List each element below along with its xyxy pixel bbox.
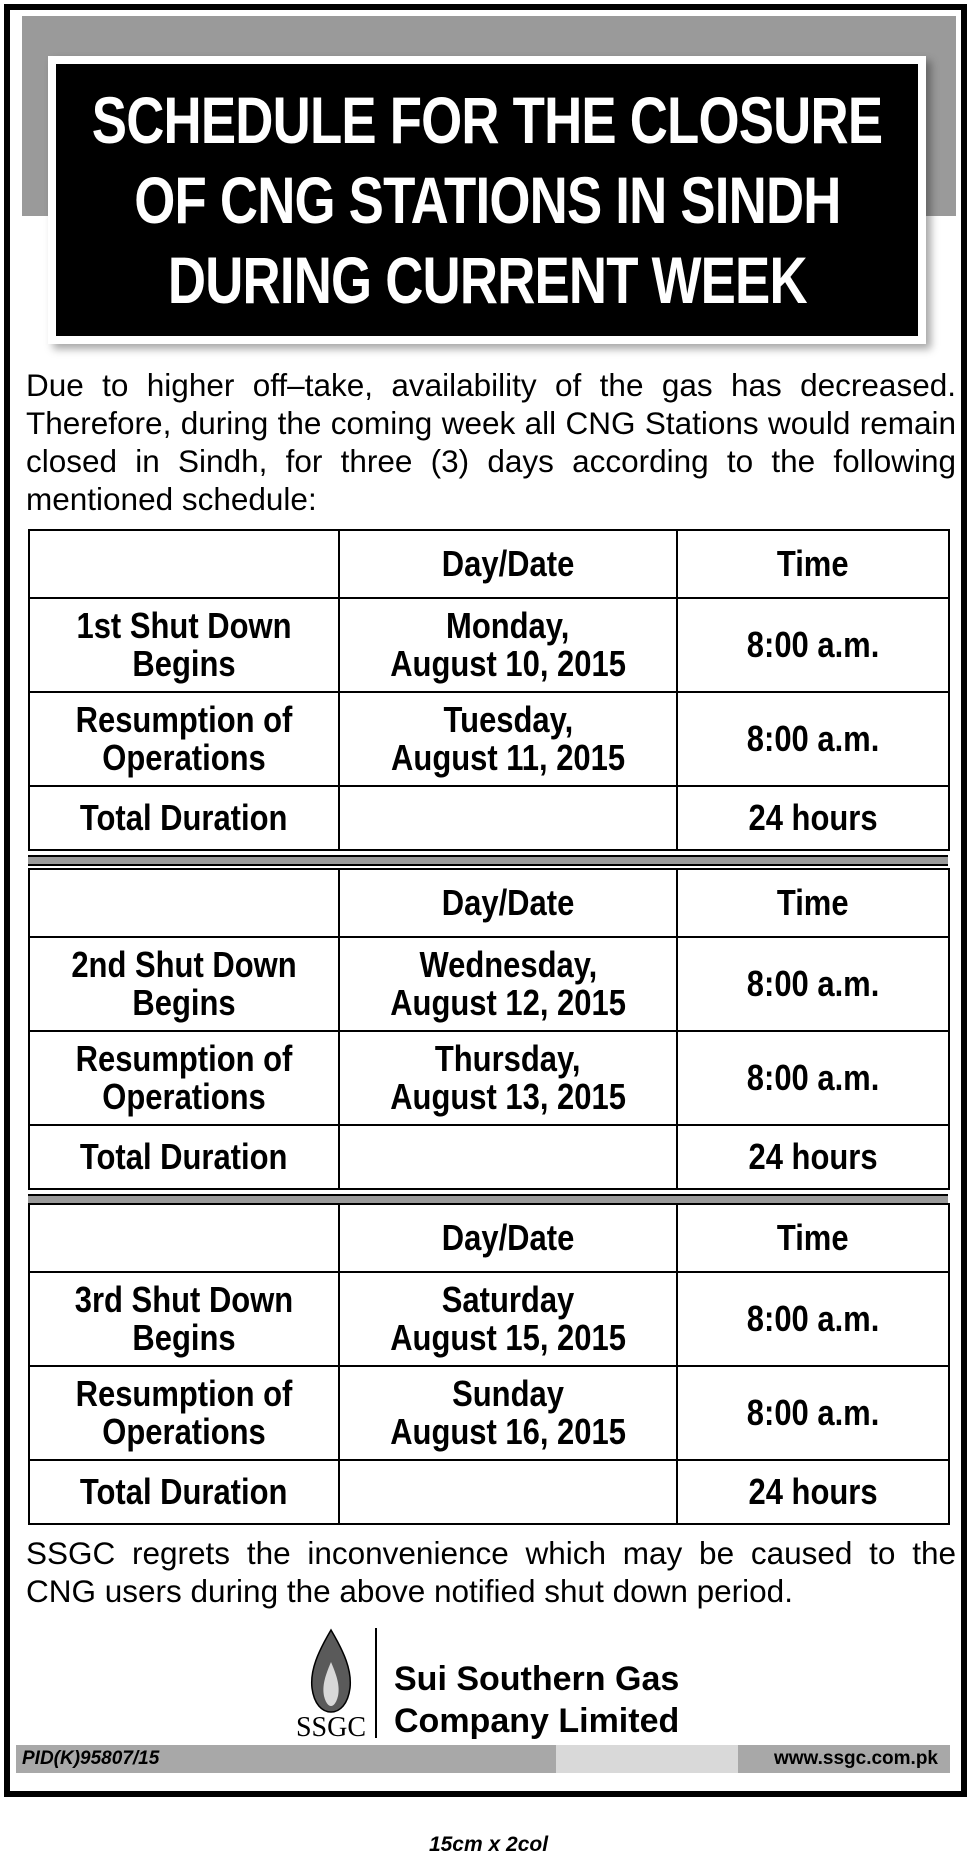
row-label: 2nd Shut Down Begins <box>29 937 339 1031</box>
total-label: Total Duration <box>29 1460 339 1524</box>
total-duration: 24 hours <box>677 786 949 850</box>
row-label: 1st Shut Down Begins <box>29 598 339 692</box>
logo-wordmark: SSGC <box>295 1712 367 1743</box>
row-date: Saturday August 15, 2015 <box>339 1272 677 1366</box>
header-day-date: Day/Date <box>339 869 677 937</box>
row-label: Resumption of Operations <box>29 692 339 786</box>
footer-website: www.ssgc.com.pk <box>738 1745 950 1773</box>
header-time: Time <box>677 869 949 937</box>
title-line-1: SCHEDULE FOR THE CLOSURE <box>91 83 883 157</box>
row-date: Sunday August 16, 2015 <box>339 1366 677 1460</box>
header-blank-cell <box>29 1204 339 1272</box>
row-date: Thursday, August 13, 2015 <box>339 1031 677 1125</box>
table-row <box>29 937 949 1031</box>
header-blank-cell <box>29 869 339 937</box>
table-row <box>29 598 949 692</box>
table-header-row <box>29 869 949 937</box>
header-time: Time <box>677 530 949 598</box>
row-date: Monday, August 10, 2015 <box>339 598 677 692</box>
footer-pid: PID(K)95807/15 <box>16 1745 556 1773</box>
header-blank-cell <box>29 530 339 598</box>
header-day-date: Day/Date <box>339 1204 677 1272</box>
company-name-line-1: Sui Southern Gas <box>394 1660 680 1698</box>
company-name <box>394 1658 679 1742</box>
row-label: 3rd Shut Down Begins <box>29 1272 339 1366</box>
title-box <box>56 64 918 336</box>
total-duration: 24 hours <box>677 1460 949 1524</box>
total-blank-cell <box>339 786 677 850</box>
table-row <box>29 692 949 786</box>
table-row <box>29 1031 949 1125</box>
schedule-table-2 <box>28 868 950 1190</box>
total-blank-cell <box>339 1460 677 1524</box>
header-day-date: Day/Date <box>339 530 677 598</box>
row-label: Resumption of Operations <box>29 1366 339 1460</box>
company-name-line-2: Company Limited <box>394 1702 680 1740</box>
total-blank-cell <box>339 1125 677 1189</box>
table-row <box>29 1272 949 1366</box>
row-time: 8:00 a.m. <box>677 1272 949 1366</box>
row-label: Resumption of Operations <box>29 1031 339 1125</box>
total-label: Total Duration <box>29 786 339 850</box>
intro-paragraph: Due to higher off–take, availability of the gas has decreased. Therefore, during the coming week all CNG Stations would remain closed in Sindh, for three (3) days according to the following mentioned schedule: <box>26 367 956 517</box>
table-separator <box>28 855 948 866</box>
table-header-row <box>29 530 949 598</box>
row-time: 8:00 a.m. <box>677 598 949 692</box>
total-row <box>29 1460 949 1524</box>
title-line-2: OF CNG STATIONS IN SINDH <box>133 163 841 237</box>
row-date: Tuesday, August 11, 2015 <box>339 692 677 786</box>
row-time: 8:00 a.m. <box>677 692 949 786</box>
total-row <box>29 1125 949 1189</box>
total-label: Total Duration <box>29 1125 339 1189</box>
title-panel <box>48 56 926 344</box>
table-row <box>29 1366 949 1460</box>
table-header-row <box>29 1204 949 1272</box>
total-row <box>29 786 949 850</box>
schedule-table-3 <box>28 1203 950 1525</box>
closing-paragraph: SSGC regrets the inconvenience which may be caused to the CNG users during the above notified shut down period. <box>26 1535 956 1609</box>
title-line-3: DURING CURRENT WEEK <box>167 243 807 317</box>
row-time: 8:00 a.m. <box>677 1031 949 1125</box>
row-date: Wednesday, August 12, 2015 <box>339 937 677 1031</box>
schedule-table-1 <box>28 529 950 851</box>
row-time: 8:00 a.m. <box>677 937 949 1031</box>
total-duration: 24 hours <box>677 1125 949 1189</box>
ad-size-note: 15cm x 2col <box>428 1833 549 1856</box>
header-time: Time <box>677 1204 949 1272</box>
logo-divider <box>375 1628 377 1738</box>
row-time: 8:00 a.m. <box>677 1366 949 1460</box>
